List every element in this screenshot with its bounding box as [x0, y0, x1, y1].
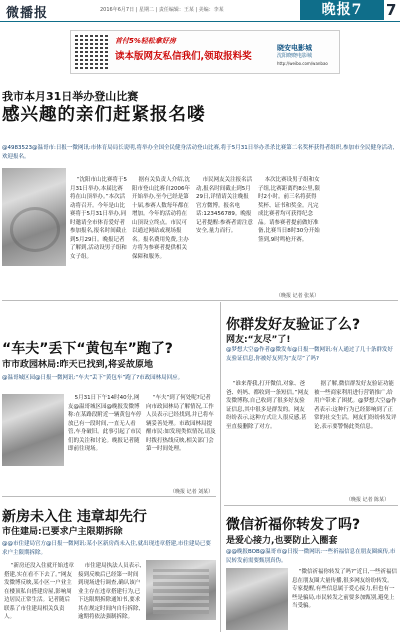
divider	[224, 505, 398, 506]
story2-col1: 5月31日下午14时40分,网友@温哥城区园@晚报发微博称:在某路段附近一辆黄包车停放已有一段时间,一直无人看管,车身破旧。此事引起了市民们的关注和讨论。晚报记者随即前往现场。	[68, 395, 142, 452]
story4-byline: （晚报 记者 陈某）	[346, 497, 390, 503]
story4-title: 你群发好友验证了么?	[226, 317, 361, 333]
newspaper-logo: 晚报7	[300, 0, 384, 20]
story1-col2: 据有关负责人介绍,沈阳市登山比赛自2006年开始举办,至今已经是第十届,参赛人数每年都在增加。今年的活动将在山顶设立终点。市民可以通过网站或现场报名。报名费用免费,主办方将为参赛者提供相关保障和服务。	[132, 177, 190, 260]
page-header	[0, 0, 400, 22]
story1-byline: （晚报 记者 张某）	[276, 293, 320, 299]
story3-col2: 市住建局执法人员表示,接到反映后已经第一时间到现场进行调查,确认该户业主存在违章搭建行为,已下达限期拆除通知书,要求其在规定时间内自行拆除,逾期将依法强制拆除。	[78, 563, 142, 620]
story2-col2: “车夫”到了何处呢?记者向市政园林局了解情况,工作人员表示已经找到,并已将车辆妥善处理。市政园林局提醒市民:如发现类似情况,请及时拨打热线反映,相关部门会第一时间处理。	[146, 395, 216, 452]
ad-slogan: 首付5%轻松拿好房	[115, 37, 176, 45]
story1-col1: “沈阳市山比赛将于5月31日举办,本届比赛将在山顶举办。”本次活动将召开。今年是山比赛将于5月31日举办,同时邀请全市体育爱好者参加报名,报名时间截止到5月29日。晚报记者了解到,活动设男子组和女子组。	[70, 177, 127, 260]
story1-photo	[2, 168, 66, 266]
story5-photo	[226, 568, 288, 630]
issue-info: 2016年6月7日 | 星期二 | 责任编辑：王某 | 美编：李某	[100, 7, 224, 13]
story1-col4: 本次比赛设男子组和女子组,比赛距离约8公里,限时2小时。前三名将获得奖杯、证书和奖金。凡完成比赛者均可获得纪念品。请参赛者提前做好准备,比赛当日8时30分开始签到,9时鸣枪开赛。	[258, 177, 320, 243]
story2-subhead: 市市政园林局:昨天已找到,将妥故原地	[2, 360, 154, 370]
story1-lead: @4983523@温哥市:日报一微网讯:市体育局局长说明,将举办全国全民健身活动登山比赛,将于5月31日举办杀杀比赛第二名奖杯获得者组织,参加市全民健身活动,欢迎报名。	[2, 145, 395, 160]
story4-col1: “谁来帮我,打开微信,对象、爸爸、妈妈、都收到一条短信。”网友发微博称,自己收到了很多好友验证信息,其中很多是群发的。网友纷纷表示,这种方式让人很反感,甚至直接删除了对方。	[226, 381, 309, 430]
divider	[2, 300, 398, 301]
ad-logo: 晓安电影城	[277, 44, 312, 52]
story5-col1: “微信祈福你转发了吗?”近日,一些祈福信息在朋友圈大量传播,很多网友纷纷转发。专家提醒,有些信息属于爱心接力,但也有一些是骗局,市民转发之前要多加甄别,避免上当受骗。	[292, 569, 397, 609]
ad-logo-sub: 沈阳晓晓电影城	[277, 53, 313, 59]
story2-photo	[2, 394, 64, 466]
story1-headline: 感兴趣的亲们赶紧报名喽	[2, 105, 206, 125]
story4-col2: 据了解,微信群发好友验证功能被一些商家利用进行营销推广,给用户带来了困扰。@梦想大空@作者表示:这种行为已经影响到了正常的社交生活。网友们纷纷转发评论,表示要警惕此类信息。	[314, 381, 397, 430]
story5-subhead: 是爱心接力,也要防止入圈套	[226, 536, 338, 546]
ad-headline: 读本版网友私信我们,领取报料奖	[115, 51, 252, 62]
ad-url: http://weibo.com/wanbao	[277, 61, 328, 66]
story3-lead: @@市住建局官方@日报一微网讯:某小区新房尚未入住,就出现违章搭建,市住建局已要求户主限期拆除。	[2, 541, 211, 556]
divider	[2, 496, 216, 497]
story1-subhead: 我市本月31日举办登山比赛	[2, 90, 139, 103]
story3-photo	[146, 560, 216, 620]
story2-byline: （晚报 记者 刘某）	[170, 489, 214, 495]
story3-subhead: 市住建局:已要求户主限期拆除	[2, 527, 123, 537]
story5-lead: @@晚报BOB@温哥市@日报一微网讯:一些祈福信息在朋友圈疯传,市民转发前需要甄别真伪。	[226, 549, 396, 564]
story2-lead: @温哥城区园@日报一微网讯:“车夫”丢下“黄包车”跑了?市政园林局回应。	[2, 375, 184, 381]
advertisement-banner[interactable]	[70, 30, 340, 74]
qr-code-overlay	[75, 35, 109, 69]
story5-title: 微信祈福你转发了吗?	[226, 517, 361, 533]
story1-col3: 市民网友关注报名活动,报名时间截止到5月29日,详情请关注晚报官方微博。报名电话:123456789。晚报记者提醒:参赛者需注意安全,量力而行。	[196, 177, 253, 234]
story3-col1: “新房还没入住就开始违章搭建,实在看不下去了。”网友发微博反映,某小区一户业主在楼顶私自搭建房屋,影响周边居民正常生活。记者随后联系了市住建局相关负责人。	[4, 563, 74, 620]
section-title: 微播报	[6, 6, 49, 21]
story4-subhead: 网友:“友尽”了!	[226, 335, 291, 345]
page-number: 7	[386, 1, 397, 19]
story2-title: “车夫”丢下“黄包车”跑了?	[2, 341, 173, 357]
story3-title: 新房未入住 违章却先行	[2, 509, 147, 525]
column-divider	[220, 302, 221, 632]
story4-lead: @梦想大空@作者@微发布@日报一微网讯:有人通过了几十条群发好友验证信息,你被好友列为“友尽”了吗?	[226, 347, 393, 362]
